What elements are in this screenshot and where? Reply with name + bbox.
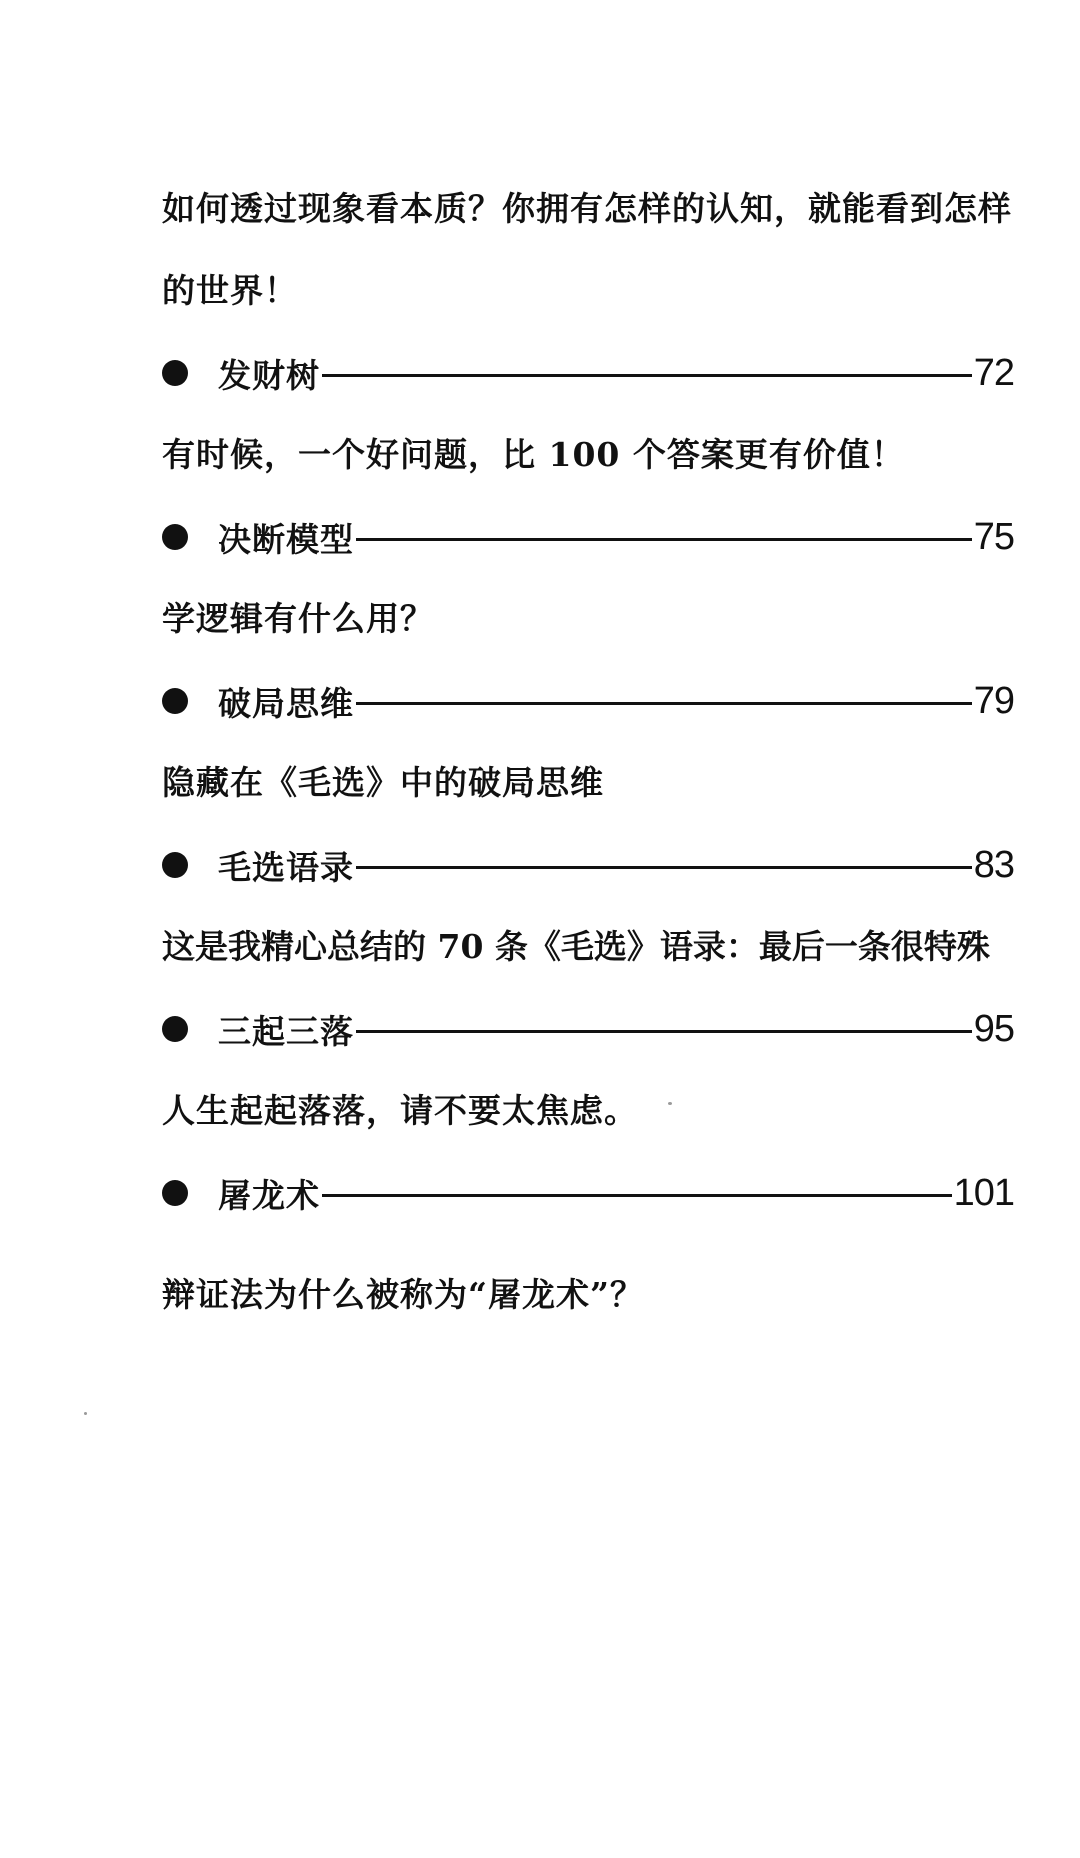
entry-description: 辩证法为什么被称为“屠龙术”？ [162, 1275, 644, 1314]
page-number: 75 [973, 515, 1014, 558]
toc-entry-jue-duan-mo-xing [162, 496, 1014, 578]
bullet-icon [162, 360, 188, 386]
entry-title: 毛选语录 [218, 847, 354, 887]
page-number: 95 [973, 1007, 1014, 1050]
page-number: 72 [973, 351, 1014, 394]
leader-line [322, 374, 972, 377]
bullet-icon [162, 688, 188, 714]
leader-line [356, 538, 972, 541]
scan-speck [84, 1412, 87, 1415]
entry-description: 隐藏在《毛选》中的破局思维 [162, 763, 604, 802]
leader-line [356, 702, 972, 705]
entry-title: 决断模型 [218, 519, 354, 559]
leader-line [356, 1030, 972, 1033]
page-number: 83 [973, 843, 1014, 886]
bullet-icon [162, 852, 188, 878]
toc-entry-fa-cai-shu [162, 332, 1014, 414]
entry-title: 发财树 [218, 355, 320, 395]
bullet-icon [162, 1016, 188, 1042]
toc-entry-tu-long-shu [162, 1152, 1014, 1234]
entry-title: 破局思维 [218, 683, 354, 723]
leader-line [356, 866, 972, 869]
entry-description: 这是我精心总结的 70 条《毛选》语录：最后一条很特殊 [162, 927, 990, 966]
leader-line [322, 1194, 952, 1197]
entry-description: 有时候，一个好问题，比 100 个答案更有价值！ [162, 435, 905, 474]
scan-speck [668, 1102, 672, 1105]
entry-title: 三起三落 [218, 1011, 354, 1051]
page-number: 101 [953, 1171, 1014, 1214]
entry-title: 屠龙术 [218, 1175, 320, 1215]
toc-entry-mao-xuan-yu-lu [162, 824, 1014, 906]
toc-content [162, 168, 1026, 1336]
page-number: 79 [973, 679, 1014, 722]
entry-description: 人生起起落落，请不要太焦虑。 [162, 1091, 638, 1130]
entry-description: 学逻辑有什么用？ [162, 599, 434, 638]
toc-entry-po-ju-si-wei [162, 660, 1014, 742]
bullet-icon [162, 1180, 188, 1206]
toc-entry-san-qi-san-luo [162, 988, 1014, 1070]
bullet-icon [162, 524, 188, 550]
intro-text: 如何透过现象看本质？你拥有怎样的认知，就能看到怎样的世界！ [162, 189, 1012, 310]
